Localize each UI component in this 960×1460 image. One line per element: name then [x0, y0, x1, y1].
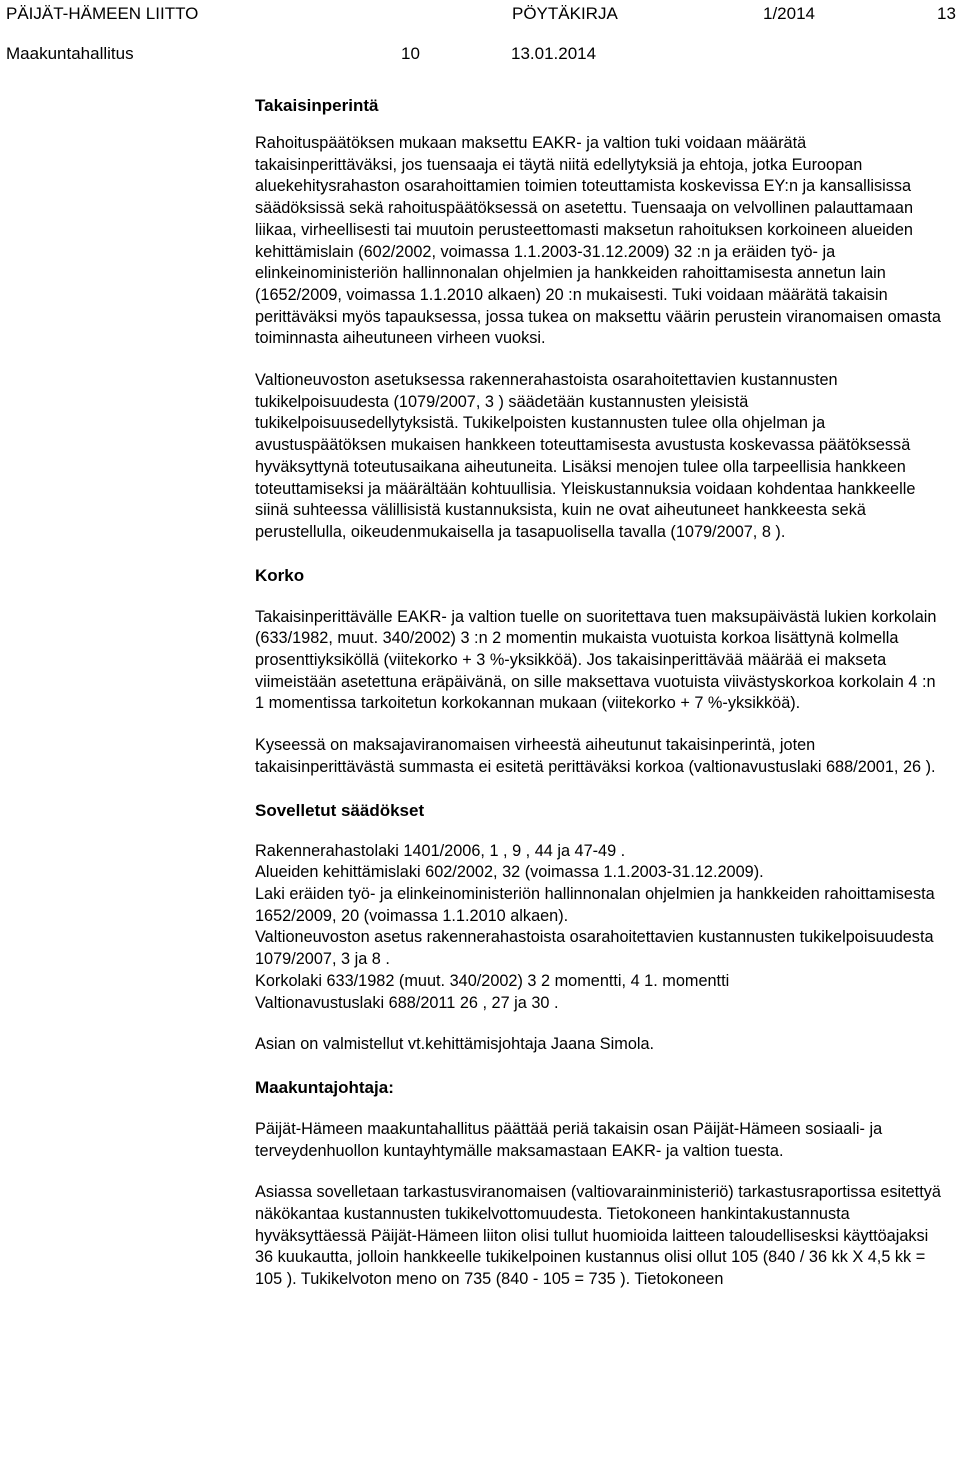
law-item: Valtionavustuslaki 688/2011 26 , 27 ja 30 .	[255, 993, 559, 1012]
section-heading-korko: Korko	[255, 565, 305, 585]
document-number: 1/2014	[763, 4, 815, 23]
paragraph-proposal: Päijät-Hämeen maakuntahallitus päättää periä takaisin osan Päijät-Hämeen sosiaali- ja terveydenhuollon kuntayhtymälle maksamastaan EAKR- ja valtion tuesta.	[255, 1119, 883, 1160]
paragraph-interest-rules: Takaisinperittävälle EAKR- ja valtion tuelle on suoritettava tuen maksupäivästä lukien korkolain (633/1982, muut. 340/2002) 3 :n 2 momentin mukaista vuotuista korkoa lisättynä kolmella prosenttiyksiköllä (viitekorko + 3 %-yksikköä). Jos takaisinperittävää määrää ei makseta viimeistään asetettuna eräpäivänä, on sille maksettava vuotuista viivästyskorkoa korkolain 4 :n 1 momentissa tarkoitetun korkokannan mukaan (viitekorko + 7 %-yksikköä).	[255, 607, 937, 713]
law-item: Valtioneuvoston asetus rakennerahastoista osarahoitettavien kustannusten tukikelpoisuudesta 1079/2007, 3 ja 8 .	[255, 928, 934, 969]
document-body	[255, 95, 945, 1291]
section-heading-sovelletut: Sovelletut säädökset	[255, 800, 425, 820]
law-item: Laki eräiden työ- ja elinkeinoministeriön hallinnonalan ohjelmien ja hankkeiden rahoittamisesta 1652/2009, 20 (voimassa 1.1.2010 alkaen).	[255, 884, 935, 925]
page-number: 13	[937, 4, 956, 23]
section-heading-takaisinperinta: Takaisinperintä	[255, 96, 379, 115]
meeting-number: 10	[401, 44, 420, 63]
board-name: Maakuntahallitus	[6, 44, 134, 63]
preparer-note: Asian on valmistellut vt.kehittämisjohtaja Jaana Simola.	[255, 1035, 655, 1054]
organization-name: PÄIJÄT-HÄMEEN LIITTO	[6, 4, 199, 23]
section-heading-maakuntajohtaja: Maakuntajohtaja:	[255, 1077, 394, 1097]
law-item: Alueiden kehittämislaki 602/2002, 32 (voimassa 1.1.2003-31.12.2009).	[255, 863, 764, 882]
meeting-date: 13.01.2014	[511, 44, 597, 63]
paragraph-justification: Asiassa sovelletaan tarkastusviranomaisen (valtiovarainministeriö) tarkastusraportissa esitettyä näkökantaa kustannusten tukikelvottomuudesta. Tietokoneen hankintakustannusta hyväksyttäessä Päijät-Hämeen liiton olisi tullut huomioida laitteen taloudellisesksi käyttöajaksi 36 kuukautta, jolloin hankkeelle tukikelpoinen kustannus olisi ollut 105 (840 / 36 kk X 4,5 kk = 105 ). Tukikelvoton meno on 735 (840 - 105 = 735 ). Tietokoneen	[255, 1183, 941, 1289]
document-type: PÖYTÄKIRJA	[512, 4, 618, 23]
law-item: Korkolaki 633/1982 (muut. 340/2002) 3 2 momentti, 4 1. momentti	[255, 971, 730, 990]
paragraph-interest-exception: Kyseessä on maksajaviranomaisen virheestä aiheutunut takaisinperintä, joten takaisinperittävästä summasta ei esitetä perittäväksi korkoa (valtionavustuslaki 688/2001, 26 ).	[255, 736, 936, 776]
paragraph-eligibility-rules: Valtioneuvoston asetuksessa rakennerahastoista osarahoitettavien kustannusten tukikelpoisuudesta (1079/2007, 3 ) säädetään kustannusten yleisistä tukikelpoisuusedellytyksistä. Tukikelpoisten kustannusten tulee olla ohjelman ja avustuspäätöksen mukaisen hankkeen toteuttamisesta avustusta koskevassa päätöksessä hyväksyttynä toteutusaikana aiheutuneita. Lisäksi menojen tulee olla tarpeellisia hankkeen toteuttamiseksi ja määrältään kohtuullisia. Yleiskustannuksia voidaan kohdentaa hankkeelle siinä suhteessa välillisistä kustannuksista, kuin ne ovat aiheutuneet hankkeesta sekä perustellulla, oikeudenmukaisella ja tasapuolisella tavalla (1079/2007, 8 ).	[255, 371, 916, 541]
law-item: Rakennerahastolaki 1401/2006, 1 , 9 , 44 ja 47-49 .	[255, 841, 626, 860]
applied-laws-list	[255, 841, 945, 1015]
paragraph-recovery-rules: Rahoituspäätöksen mukaan maksettu EAKR- ja valtion tuki voidaan määrätä takaisinperittäväksi, jos tuensaaja ei täytä niitä edellytyksiä ja ehtoja, jotka Euroopan aluekehitysrahaston osarahoittamien toimien toteuttamista koskevissa EY:n ja kansallisissa säädöksissä sekä rahoituspäätöksessä on asetettu. Tuensaaja on velvollinen palauttamaan liikaa, virheellisesti tai muutoin perusteettomasti maksetun rahoituksen korkoineen alueiden kehittämislain (602/2002, voimassa 1.1.2003-31.12.2009) 32 :n ja eräiden työ- ja elinkeinoministeriön hallinnonalan ohjelmien ja hankkeiden rahoittamisesta annetun lain (1652/2009, voimassa 1.1.2010 alkaen) 20 :n mukaisesti. Tuki voidaan määrätä takaisin perittäväksi myös tapauksessa, jossa tukea on maksettu väärin perustein viranomaisen omasta toiminnasta aiheutuneen virheen vuoksi.	[255, 134, 941, 348]
